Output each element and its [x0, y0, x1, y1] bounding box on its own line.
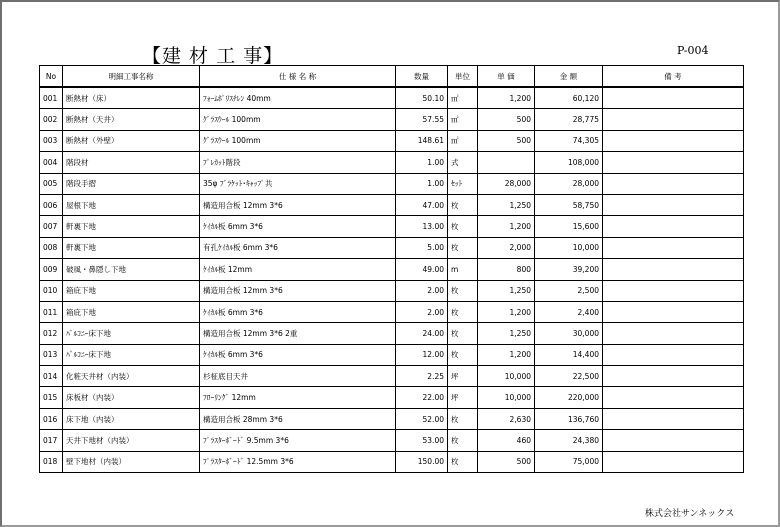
row-name-cell: 破風・鼻隠し下地 [63, 259, 200, 280]
row-price-cell: 1,250 [478, 194, 535, 215]
row-qty-cell: 49.00 [396, 259, 448, 280]
row-no-cell: 009 [40, 259, 63, 280]
row-amount-cell: 28,775 [535, 109, 603, 130]
company-name: 株式会社サンネックス [645, 509, 735, 519]
table-row [40, 366, 744, 387]
table-row [40, 130, 744, 151]
table-row [40, 87, 744, 109]
row-qty-cell: 148.61 [396, 130, 448, 151]
row-amount-cell: 15,600 [535, 216, 603, 237]
row-price-cell: 500 [478, 451, 535, 472]
row-amount-cell: 74,305 [535, 130, 603, 151]
row-qty-cell: 13.00 [396, 216, 448, 237]
row-unit-cell: 坪 [448, 387, 478, 408]
row-qty-cell: 22.00 [396, 387, 448, 408]
row-spec-cell: 杉柾底目天井 [200, 366, 396, 387]
row-remarks-cell [603, 130, 744, 151]
row-amount-cell: 10,000 [535, 237, 603, 258]
row-price-cell: 500 [478, 109, 535, 130]
table-row [40, 173, 744, 194]
row-name-cell: 断熱材（外壁） [63, 130, 200, 151]
table-row [40, 194, 744, 215]
row-spec-cell: ｹｲｶﾙ板 6mm 3*6 [200, 344, 396, 365]
row-no-cell: 006 [40, 194, 63, 215]
table-row [40, 430, 744, 451]
row-amount-cell: 24,380 [535, 430, 603, 451]
table-row [40, 387, 744, 408]
row-price-cell: 1,200 [478, 301, 535, 322]
row-remarks-cell [603, 344, 744, 365]
row-name-cell: 屋根下地 [63, 194, 200, 215]
row-unit-cell: ｾｯﾄ [448, 173, 478, 194]
row-spec-cell: ｹｲｶﾙ板 6mm 3*6 [200, 301, 396, 322]
row-amount-cell: 2,500 [535, 280, 603, 301]
row-unit-cell: 枚 [448, 430, 478, 451]
row-unit-cell: 枚 [448, 323, 478, 344]
row-qty-cell: 12.00 [396, 344, 448, 365]
row-unit-cell: 枚 [448, 237, 478, 258]
row-name-cell: 断熱材（天井） [63, 109, 200, 130]
row-no-cell: 013 [40, 344, 63, 365]
table-row [40, 451, 744, 472]
row-amount-cell: 220,000 [535, 387, 603, 408]
row-unit-cell: 枚 [448, 194, 478, 215]
row-price-cell: 10,000 [478, 366, 535, 387]
row-unit-cell: 式 [448, 152, 478, 173]
row-name-cell: 箱庇下地 [63, 301, 200, 322]
row-spec-cell: ﾌﾟﾗｽﾀｰﾎﾞｰﾄﾞ 12.5mm 3*6 [200, 451, 396, 472]
row-price-cell: 28,000 [478, 173, 535, 194]
row-price-cell [478, 152, 535, 173]
row-spec-cell: ﾌﾟﾚｶｯﾄ階段 [200, 152, 396, 173]
row-unit-cell: 枚 [448, 280, 478, 301]
row-price-cell: 800 [478, 259, 535, 280]
table-row [40, 344, 744, 365]
row-spec-cell: ｸﾞﾗｽｳｰﾙ 100mm [200, 130, 396, 151]
table-row [40, 216, 744, 237]
table-row [40, 109, 744, 130]
row-remarks-cell [603, 259, 744, 280]
row-price-cell: 1,200 [478, 216, 535, 237]
header-no: No [40, 66, 63, 88]
row-remarks-cell [603, 87, 744, 109]
row-no-cell: 012 [40, 323, 63, 344]
row-amount-cell: 108,000 [535, 152, 603, 173]
row-spec-cell: 35φ ﾌﾞﾗｹｯﾄ･ｷｬｯﾌﾟ共 [200, 173, 396, 194]
row-qty-cell: 2.00 [396, 301, 448, 322]
table-row [40, 301, 744, 322]
row-amount-cell: 58,750 [535, 194, 603, 215]
row-spec-cell: ﾌﾛｰﾘﾝｸﾞ 12mm [200, 387, 396, 408]
row-price-cell: 1,200 [478, 344, 535, 365]
table-row [40, 152, 744, 173]
row-amount-cell: 2,400 [535, 301, 603, 322]
row-name-cell: ﾊﾞﾙｺﾆｰ床下地 [63, 323, 200, 344]
row-amount-cell: 22,500 [535, 366, 603, 387]
row-spec-cell: 構造用合板 28mm 3*6 [200, 408, 396, 429]
table-row [40, 237, 744, 258]
header-price: 単 価 [478, 66, 535, 88]
row-no-cell: 001 [40, 87, 63, 109]
row-qty-cell: 2.00 [396, 280, 448, 301]
row-remarks-cell [603, 408, 744, 429]
table-row [40, 280, 744, 301]
row-price-cell: 460 [478, 430, 535, 451]
row-price-cell: 1,200 [478, 87, 535, 109]
row-spec-cell: ｸﾞﾗｽｳｰﾙ 100mm [200, 109, 396, 130]
row-remarks-cell [603, 323, 744, 344]
row-remarks-cell [603, 301, 744, 322]
row-no-cell: 011 [40, 301, 63, 322]
row-remarks-cell [603, 387, 744, 408]
row-unit-cell: 枚 [448, 216, 478, 237]
row-qty-cell: 47.00 [396, 194, 448, 215]
table-row [40, 259, 744, 280]
row-qty-cell: 24.00 [396, 323, 448, 344]
row-remarks-cell [603, 216, 744, 237]
header-amount: 金 額 [535, 66, 603, 88]
row-qty-cell: 57.55 [396, 109, 448, 130]
row-no-cell: 002 [40, 109, 63, 130]
row-qty-cell: 150.00 [396, 451, 448, 472]
row-unit-cell: 枚 [448, 301, 478, 322]
header-qty: 数量 [396, 66, 448, 88]
table-body [40, 87, 744, 473]
row-no-cell: 010 [40, 280, 63, 301]
row-no-cell: 016 [40, 408, 63, 429]
row-name-cell: 床下地（内装） [63, 408, 200, 429]
row-unit-cell: 枚 [448, 408, 478, 429]
row-remarks-cell [603, 152, 744, 173]
row-spec-cell: 有孔ｹｲｶﾙ板 6mm 3*6 [200, 237, 396, 258]
row-qty-cell: 2.25 [396, 366, 448, 387]
row-spec-cell: ﾌｫｰﾑﾎﾟﾘｽﾁﾚﾝ 40mm [200, 87, 396, 109]
row-price-cell: 2,000 [478, 237, 535, 258]
row-remarks-cell [603, 451, 744, 472]
row-qty-cell: 1.00 [396, 173, 448, 194]
row-unit-cell: 枚 [448, 344, 478, 365]
row-price-cell: 1,250 [478, 323, 535, 344]
row-price-cell: 10,000 [478, 387, 535, 408]
row-name-cell: 階段手摺 [63, 173, 200, 194]
row-amount-cell: 28,000 [535, 173, 603, 194]
row-no-cell: 018 [40, 451, 63, 472]
table-row [40, 408, 744, 429]
row-name-cell: 軒裏下地 [63, 237, 200, 258]
row-qty-cell: 50.10 [396, 87, 448, 109]
header-name: 明細工事名称 [63, 66, 200, 88]
row-remarks-cell [603, 280, 744, 301]
row-no-cell: 005 [40, 173, 63, 194]
row-unit-cell: m [448, 259, 478, 280]
header-remarks: 備 考 [603, 66, 744, 88]
row-price-cell: 500 [478, 130, 535, 151]
row-unit-cell: 枚 [448, 451, 478, 472]
document-title: 【建 材 工 事】 [142, 45, 284, 67]
row-spec-cell: 構造用合板 12mm 3*6 [200, 280, 396, 301]
row-remarks-cell [603, 366, 744, 387]
row-price-cell: 1,250 [478, 280, 535, 301]
page-number: P-004 [677, 44, 709, 57]
row-no-cell: 004 [40, 152, 63, 173]
row-amount-cell: 75,000 [535, 451, 603, 472]
row-qty-cell: 1.00 [396, 152, 448, 173]
row-spec-cell: ﾌﾟﾗｽﾀｰﾎﾞｰﾄﾞ 9.5mm 3*6 [200, 430, 396, 451]
row-name-cell: 箱庇下地 [63, 280, 200, 301]
row-qty-cell: 5.00 [396, 237, 448, 258]
row-name-cell: ﾊﾞﾙｺﾆｰ床下地 [63, 344, 200, 365]
row-spec-cell: ｹｲｶﾙ板 12mm [200, 259, 396, 280]
row-qty-cell: 53.00 [396, 430, 448, 451]
row-spec-cell: 構造用合板 12mm 3*6 2重 [200, 323, 396, 344]
row-no-cell: 014 [40, 366, 63, 387]
row-name-cell: 壁下地材（内装） [63, 451, 200, 472]
row-remarks-cell [603, 173, 744, 194]
row-remarks-cell [603, 237, 744, 258]
row-remarks-cell [603, 430, 744, 451]
row-spec-cell: 構造用合板 12mm 3*6 [200, 194, 396, 215]
row-name-cell: 天井下地材（内装） [63, 430, 200, 451]
row-no-cell: 003 [40, 130, 63, 151]
row-unit-cell: ㎡ [448, 87, 478, 109]
row-unit-cell: 坪 [448, 366, 478, 387]
row-amount-cell: 30,000 [535, 323, 603, 344]
row-unit-cell: ㎡ [448, 130, 478, 151]
row-amount-cell: 60,120 [535, 87, 603, 109]
row-no-cell: 017 [40, 430, 63, 451]
row-no-cell: 007 [40, 216, 63, 237]
row-name-cell: 化粧天井材（内装） [63, 366, 200, 387]
row-remarks-cell [603, 194, 744, 215]
header-spec: 仕 様 名 称 [200, 66, 396, 88]
row-name-cell: 軒裏下地 [63, 216, 200, 237]
row-qty-cell: 52.00 [396, 408, 448, 429]
row-spec-cell: ｹｲｶﾙ板 6mm 3*6 [200, 216, 396, 237]
row-no-cell: 008 [40, 237, 63, 258]
estimate-table [39, 65, 744, 473]
row-name-cell: 断熱材（床） [63, 87, 200, 109]
row-unit-cell: ㎡ [448, 109, 478, 130]
table-row [40, 323, 744, 344]
row-price-cell: 2,630 [478, 408, 535, 429]
row-name-cell: 床板材（内装） [63, 387, 200, 408]
row-remarks-cell [603, 109, 744, 130]
table-header-row [40, 66, 744, 88]
row-name-cell: 階段材 [63, 152, 200, 173]
row-no-cell: 015 [40, 387, 63, 408]
row-amount-cell: 14,400 [535, 344, 603, 365]
header-unit: 単位 [448, 66, 478, 88]
row-amount-cell: 39,200 [535, 259, 603, 280]
row-amount-cell: 136,760 [535, 408, 603, 429]
